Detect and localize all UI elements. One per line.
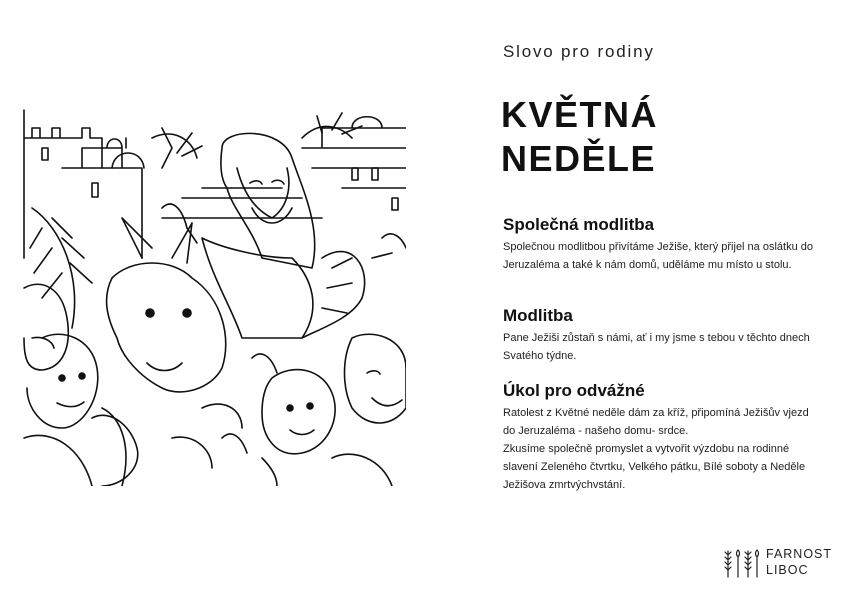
section-heading: Úkol pro odvážné — [503, 381, 645, 400]
logo-line-1: FARNOST — [766, 547, 833, 561]
section-task — [503, 380, 823, 494]
page-title — [501, 93, 658, 181]
wheat-ears-icon — [722, 547, 762, 579]
section-text: Ratolest z Květné neděle dám za kříž, připomíná Ježišův vjezd do Jeruzaléma - našeho domu- srdce. — [503, 407, 809, 437]
title-line-2: NEDĚLE — [501, 138, 657, 179]
logo-line-2: LIBOC — [766, 563, 809, 577]
section-heading: Společná modlitba — [503, 215, 655, 234]
title-line-1: KVĚTNÁ — [501, 94, 659, 135]
parish-logo — [722, 545, 833, 581]
section-prayer — [503, 305, 823, 365]
section-heading: Modlitba — [503, 306, 573, 325]
palm-sunday-illustration — [22, 108, 406, 486]
page-subtitle: Slovo pro rodiny — [503, 42, 655, 61]
section-text: Společnou modlitbou přivítáme Ježiše, který přijel na oslátku do Jeruzaléma a také k nám domů, uděláme mu místo u stolu. — [503, 241, 813, 271]
section-shared-prayer — [503, 214, 823, 274]
section-text: Pane Ježiši zůstaň s námi, ať i my jsme s tebou v těchto dnech Svatého týdne. — [503, 332, 810, 362]
section-text: Zkusíme společně promyslet a vytvořit výzdobu na rodinné slavení Zeleného čtvrtku, Velkého pátku, Bílé soboty a Neděle Ježišova zmrtvýchvstání. — [503, 443, 806, 491]
